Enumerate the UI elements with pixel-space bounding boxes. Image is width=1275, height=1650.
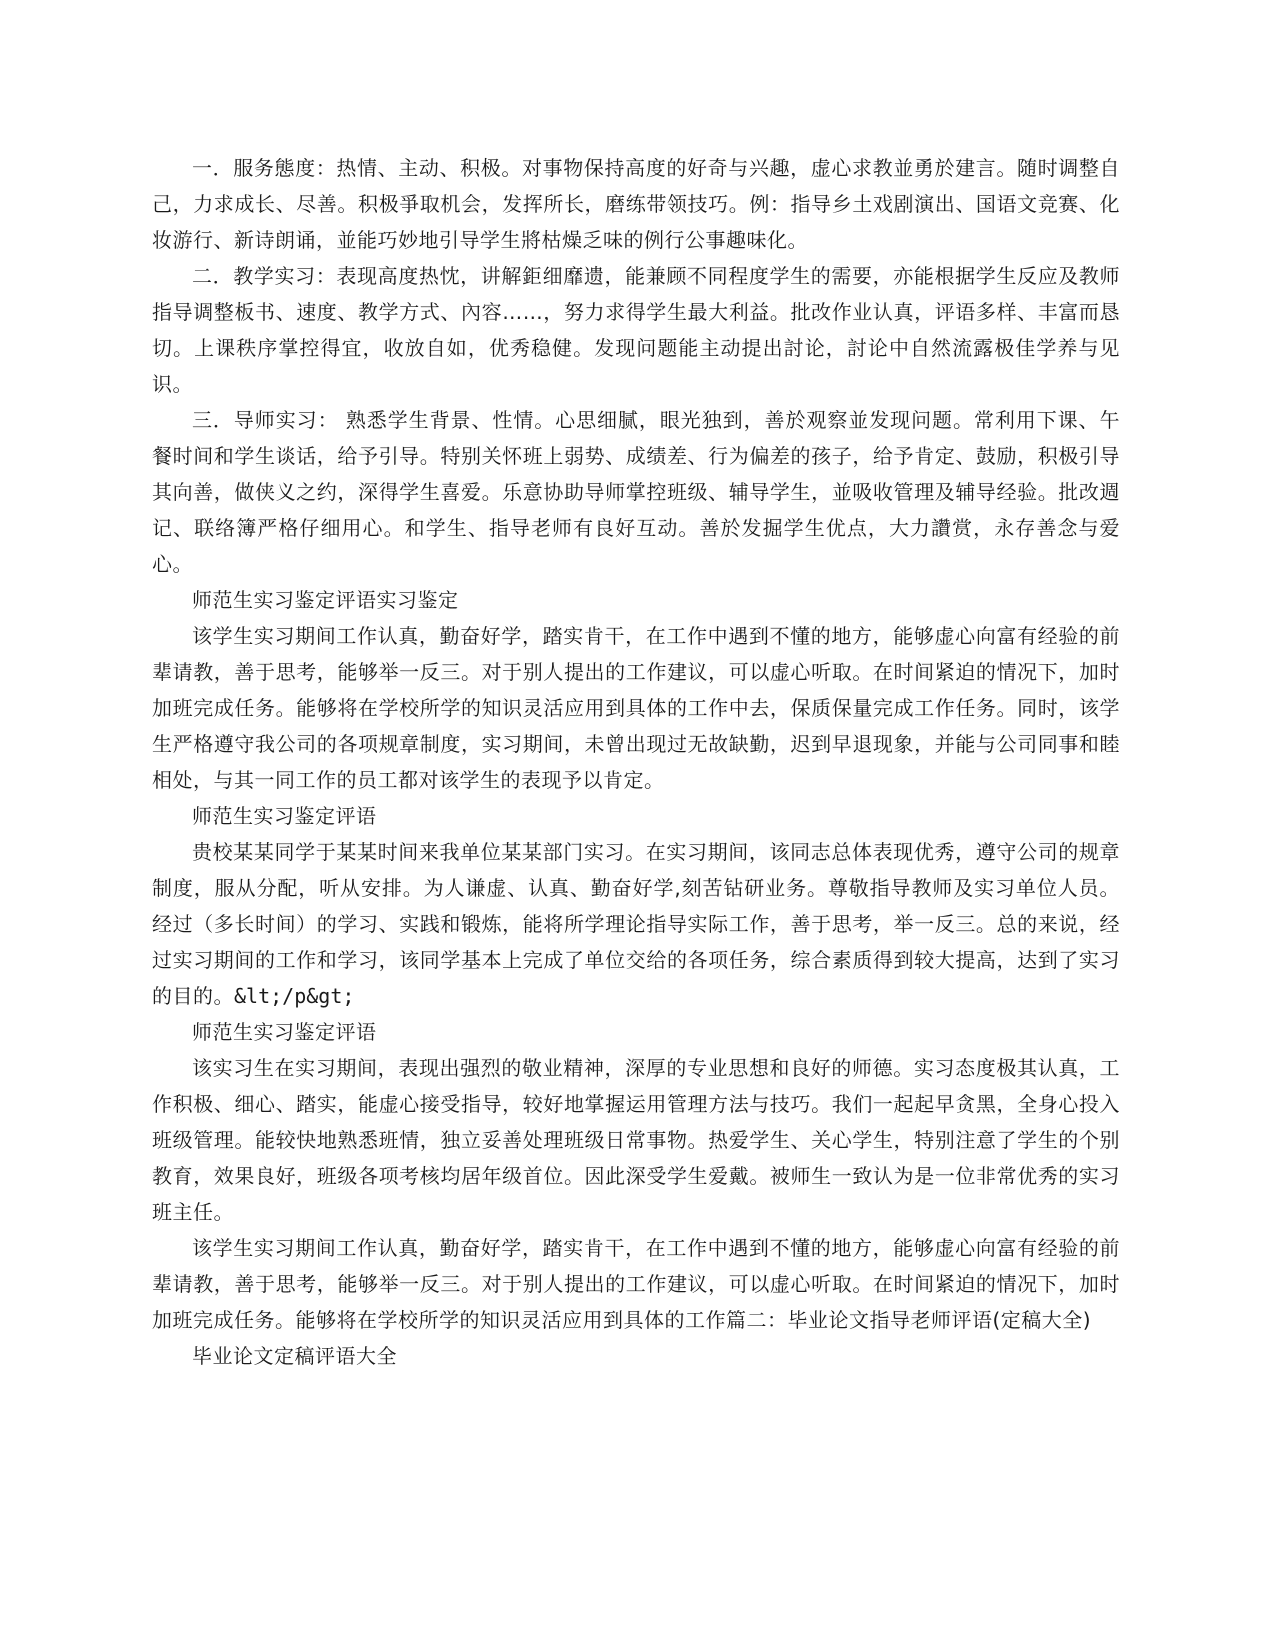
paragraph-appraisal-3: 该实习生在实习期间，表现出强烈的敬业精神，深厚的专业思想和良好的师德。实习态度极其认真，工作积极、细心、踏实，能虚心接受指导，较好地掌握运用管理方法与技巧。我们一起起早贪黑，全身心投入班级管理。能较快地熟悉班情，独立妥善处理班级日常事物。热爱学生、关心学生，特别注意了学生的个别教育，效果良好，班级各项考核均居年级首位。因此深受学生爱戴。被师生一致认为是一位非常优秀的实习班主任。 bbox=[152, 1056, 1120, 1224]
paragraph-service-attitude: 一．服务態度：热情、主动、积极。对事物保持高度的好奇与兴趣，虚心求教並勇於建言。随时调整自己，力求成长、尽善。积极爭取机会，发挥所长，磨练带领技巧。例：指导乡土戏剧演出、国语文竞赛、化妆游行、新诗朗诵，並能巧妙地引导学生將枯燥乏味的例行公事趣味化。 bbox=[152, 156, 1120, 252]
paragraph-teaching-practice: 二．教学实习：表现高度热忱，讲解鉅细靡遗，能兼顾不同程度学生的需要，亦能根据学生反应及教师指导调整板书、速度、教学方式、內容……，努力求得学生最大利益。批改作业认真，评语多样、丰富而恳切。上课秩序掌控得宜，收放自如，优秀稳健。发现问题能主动提出討论，討论中自然流露极佳学养与见识。 bbox=[152, 264, 1120, 396]
paragraph-appraisal-2 bbox=[152, 834, 1120, 1014]
section-heading: 毕业论文定稿评语大全 bbox=[192, 1344, 397, 1368]
paragraph-appraisal-1: 该学生实习期间工作认真，勤奋好学，踏实肯干，在工作中遇到不懂的地方，能够虚心向富有经验的前辈请教，善于思考，能够举一反三。对于别人提出的工作建议，可以虚心听取。在时间紧迫的情况下，加时加班完成任务。能够将在学校所学的知识灵活应用到具体的工作中去，保质保量完成工作任务。同时，该学生严格遵守我公司的各项规章制度，实习期间，未曾出现过无故缺勤，迟到早退现象，并能与公司同事和睦相处，与其一同工作的员工都对该学生的表现予以肯定。 bbox=[152, 624, 1120, 792]
section-heading: 师范生实习鉴定评语实习鉴定 bbox=[192, 588, 459, 612]
paragraph-text: 贵校某某同学于某某时间来我单位某某部门实习。在实习期间，该同志总体表现优秀，遵守公司的规章制度，服从分配，听从安排。为人谦虚、认真、勤奋好学,刻苦钻研业务。尊敬指导教师及实习单位人员。经过（多长时间）的学习、实践和锻炼，能将所学理论指导实际工作，善于思考，举一反三。总的来说，经过实习期间的工作和学习，该同学基本上完成了单位交给的各项任务，综合素质得到较大提高，达到了实习的目的。 bbox=[152, 840, 1120, 1008]
paragraph-appraisal-4: 该学生实习期间工作认真，勤奋好学，踏实肯干，在工作中遇到不懂的地方，能够虚心向富有经验的前辈请教，善于思考，能够举一反三。对于别人提出的工作建议，可以虚心听取。在时间紧迫的情况下，加时加班完成任务。能够将在学校所学的知识灵活应用到具体的工作篇二：毕业论文指导老师评语(定稿大全) bbox=[152, 1236, 1120, 1332]
section-heading: 师范生实习鉴定评语 bbox=[192, 804, 377, 828]
stray-markup-text: &lt;/p&gt; bbox=[234, 984, 355, 1008]
document-page bbox=[152, 150, 1120, 1374]
paragraph-mentor-practice: 三．导师实习： 熟悉学生背景、性情。心思细腻，眼光独到，善於观察並发现问题。常利用下课、午餐时间和学生谈话，给予引导。特别关怀班上弱势、成绩差、行为偏差的孩子，给予肯定、鼓励，积极引导其向善，做侠义之约，深得学生喜爱。乐意协助导师掌控班级、辅导学生，並吸收管理及辅导经验。批改週记、联络簿严格仔细用心。和学生、指导老师有良好互动。善於发掘学生优点，大力讚赏，永存善念与爱心。 bbox=[152, 408, 1120, 576]
section-heading: 师范生实习鉴定评语 bbox=[192, 1020, 377, 1044]
